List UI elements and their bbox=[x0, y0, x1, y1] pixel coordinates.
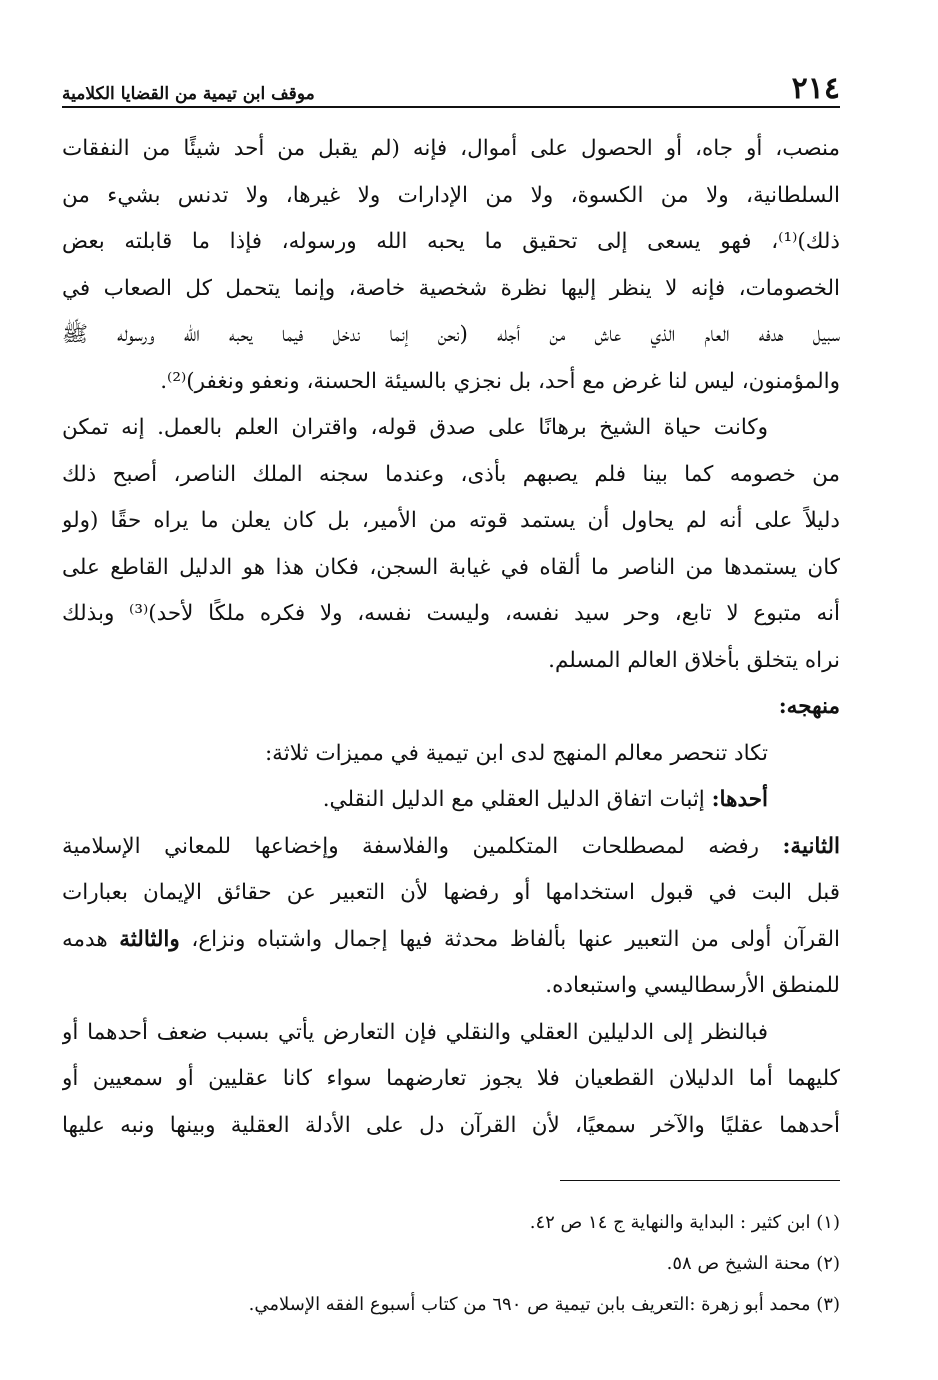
text-line: دليلاً على أنه لم يحاول أن يستمد قوته من الأمير، بل كان يعلن ما يراه حقًا (ولو bbox=[62, 508, 840, 533]
first-feature-text: إثبات اتفاق الدليل العقلي مع الدليل النقلي. bbox=[322, 787, 712, 812]
text-line: سبيل هدفه العام الذي عاش من أجله (نحن إنما ندخل فيما يحبه الله ورسوله ﷺ bbox=[62, 322, 840, 347]
text-line: قبل البت في قبول استخدامها أو رفضها لأن التعبير عن حقائق الإيمان بعبارات bbox=[62, 880, 840, 905]
footnotes bbox=[62, 1202, 840, 1325]
text-line: ذلك)⁽¹⁾، فهو يسعى إلى تحقيق ما يحبه الله ورسوله، فإذا ما قابلته بعض bbox=[62, 229, 840, 254]
text-segment: هدمه bbox=[62, 926, 120, 952]
text-line: كليهما أما الدليلان القطعيان فلا يجوز تعارضهما سواء كانا عقليين أو سمعيين أو bbox=[62, 1066, 840, 1091]
first-feature-label: أحدها: bbox=[711, 787, 768, 812]
running-title: موقف ابن تيمية من القضايا الكلامية bbox=[62, 84, 315, 104]
third-feature-line bbox=[62, 917, 840, 964]
page-header bbox=[62, 70, 840, 104]
text-segment: القرآن أولى من التعبير عنها بألفاظ محدثة فيها إجمال واشتباه ونزاع، bbox=[179, 926, 840, 952]
text-line: من خصومه كما بينا فلم يصبهم بأذى، وعندما سجنه الملك الناصر، أصبح ذلك bbox=[62, 461, 840, 487]
second-feature-text: رفضه لمصطلحات المتكلمين والفلاسفة وإخضاعها للمعاني الإسلامية bbox=[62, 833, 783, 859]
second-feature-line bbox=[62, 824, 840, 871]
text-line: أنه متبوع لا تابع، وحر سيد نفسه، وليست نفسه، ولا فكره ملكًا لأحد)⁽³⁾ وبذلك bbox=[62, 601, 840, 626]
page-number: ٢١٤ bbox=[791, 71, 840, 106]
text-line: وكانت حياة الشيخ برهانًا على صدق قوله، واقتران العلم بالعمل. إنه تمكن bbox=[62, 415, 768, 440]
text-line: نراه يتخلق بأخلاق العالم المسلم. bbox=[548, 647, 840, 673]
text-line: السلطانية، ولا من الكسوة، ولا من الإدارات ولا غيرها، ولا تدنس بشيء من bbox=[62, 182, 840, 208]
intro-line: تكاد تنحصر معالم المنهج لدى ابن تيمية في مميزات ثلاثة: bbox=[264, 740, 768, 766]
footnote: (١) ابن كثير : البداية والنهاية ج ١٤ ص ٤٢. bbox=[529, 1212, 840, 1233]
first-feature-line bbox=[62, 777, 840, 824]
footnote-rule bbox=[560, 1180, 840, 1181]
footnote: (٢) محنة الشيخ ص ٥٨. bbox=[666, 1253, 840, 1274]
header-rule bbox=[62, 106, 840, 108]
text-line: منصب، أو جاه، أو الحصول على أموال، فإنه (لم يقبل من أحد شيئًا من النفقات bbox=[62, 136, 840, 161]
second-feature-label: الثانية: bbox=[782, 833, 840, 859]
text-line: والمؤمنون، ليس لنا غرض مع أحد، بل نجزي بالسيئة الحسنة، ونعفو ونغفر)⁽²⁾. bbox=[160, 368, 840, 394]
text-line: أحدهما عقليًا والآخر سمعيًا، لأن القرآن دل على الأدلة العقلية وبينها ونبه عليها bbox=[62, 1112, 840, 1138]
section-title: منهجه: bbox=[778, 694, 840, 719]
text-line: كان يستمدها من الناصر ما ألقاه في غيابة السجن، فكان هذا هو الدليل القاطع على bbox=[62, 554, 840, 580]
third-feature-label: والثالثة bbox=[119, 926, 180, 952]
text-line: فبالنظر إلى الدليلين العقلي والنقلي فإن التعارض يأتي بسبب ضعف أحدهما أو bbox=[62, 1019, 768, 1045]
text-line: الخصومات، فإنه لا ينظر إليها نظرة شخصية خاصة، وإنما يتحمل كل الصعاب في bbox=[62, 275, 840, 301]
text-line: للمنطق الأرسطاليسي واستبعاده. bbox=[545, 973, 840, 998]
footnote: (٣) محمد أبو زهرة :التعريف بابن تيمية ص ٦٩٠ من كتاب أسبوع الفقه الإسلامي. bbox=[248, 1294, 840, 1315]
body-text bbox=[62, 126, 840, 1149]
